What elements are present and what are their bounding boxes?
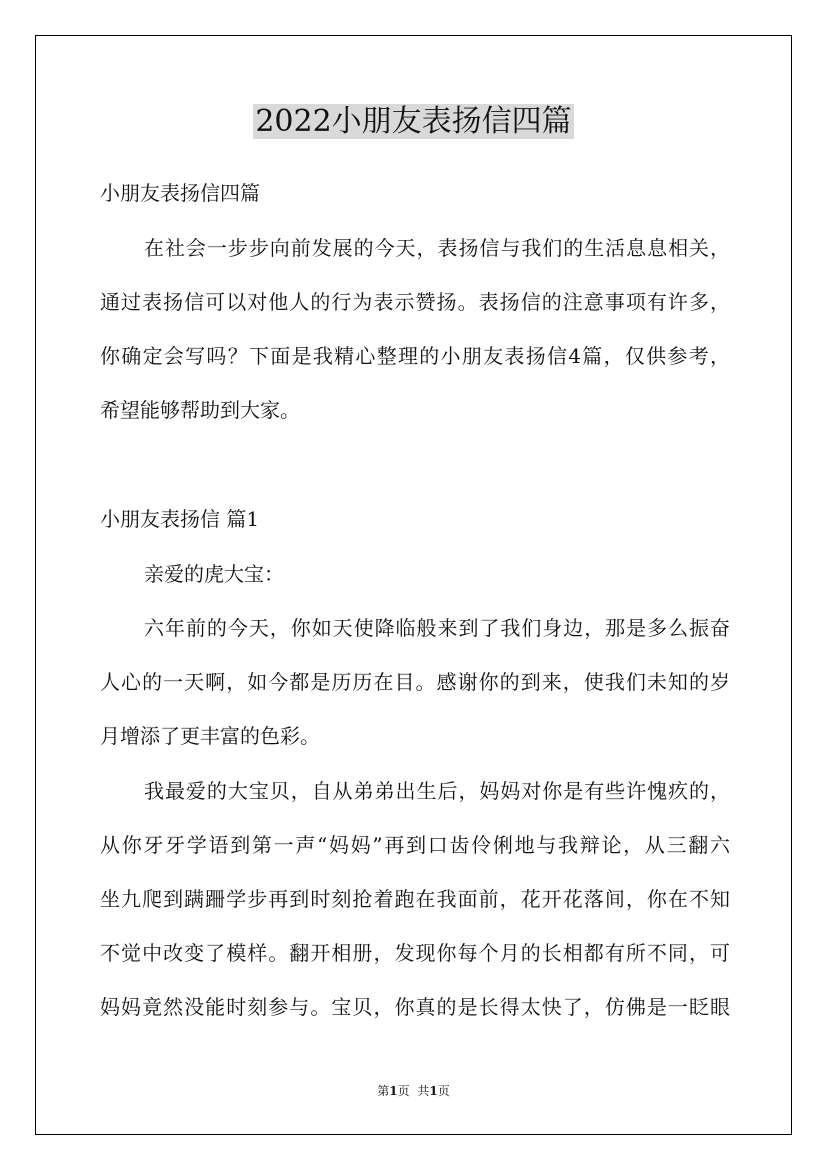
para1-line-3: 月增添了更丰富的色彩。 (100, 724, 320, 748)
page-prefix: 第 (377, 1084, 390, 1098)
subtitle: 小朋友表扬信四篇 (100, 181, 260, 205)
page-number: 1 (389, 1084, 398, 1098)
total-suffix: 页 (437, 1084, 450, 1098)
intro-line-4: 希望能够帮助到大家。 (100, 398, 300, 422)
document-title (0, 100, 827, 144)
salutation: 亲爱的虎大宝： (144, 562, 284, 586)
para2-line-3: 坐九爬到蹒跚学步再到时刻抢着跑在我面前，花开花落间，你在不知 (100, 887, 730, 911)
intro-line-1: 在社会一步步向前发展的今天，表扬信与我们的生活息息相关， (144, 236, 730, 260)
para2-line-5: 妈妈竟然没能时刻参与。宝贝，你真的是长得太快了，仿佛是一眨眼 (100, 995, 730, 1019)
total-prefix: 共 (417, 1084, 430, 1098)
page-footer (0, 1083, 827, 1099)
total-pages: 1 (429, 1084, 438, 1098)
page-suffix: 页 (397, 1084, 410, 1098)
intro-line-3: 你确定会写吗？下面是我精心整理的小朋友表扬信4篇，仅供参考， (100, 344, 730, 368)
para2-line-4: 不觉中改变了模样。翻开相册，发现你每个月的长相都有所不同，可 (100, 941, 730, 965)
title-text: 2022小朋友表扬信四篇 (255, 104, 572, 139)
para1-line-1: 六年前的今天，你如天使降临般来到了我们身边，那是多么振奋 (144, 616, 730, 640)
para1-line-2: 人心的一天啊，如今都是历历在目。感谢你的到来，使我们未知的岁 (100, 670, 730, 694)
para2-line-1: 我最爱的大宝贝，自从弟弟出生后，妈妈对你是有些许愧疚的， (144, 779, 730, 803)
para2-line-2: 从你牙牙学语到第一声“妈妈”再到口齿伶俐地与我辩论，从三翻六 (100, 833, 730, 857)
intro-line-2: 通过表扬信可以对他人的行为表示赞扬。表扬信的注意事项有许多， (100, 290, 730, 314)
section-heading: 小朋友表扬信 篇1 (100, 507, 260, 531)
